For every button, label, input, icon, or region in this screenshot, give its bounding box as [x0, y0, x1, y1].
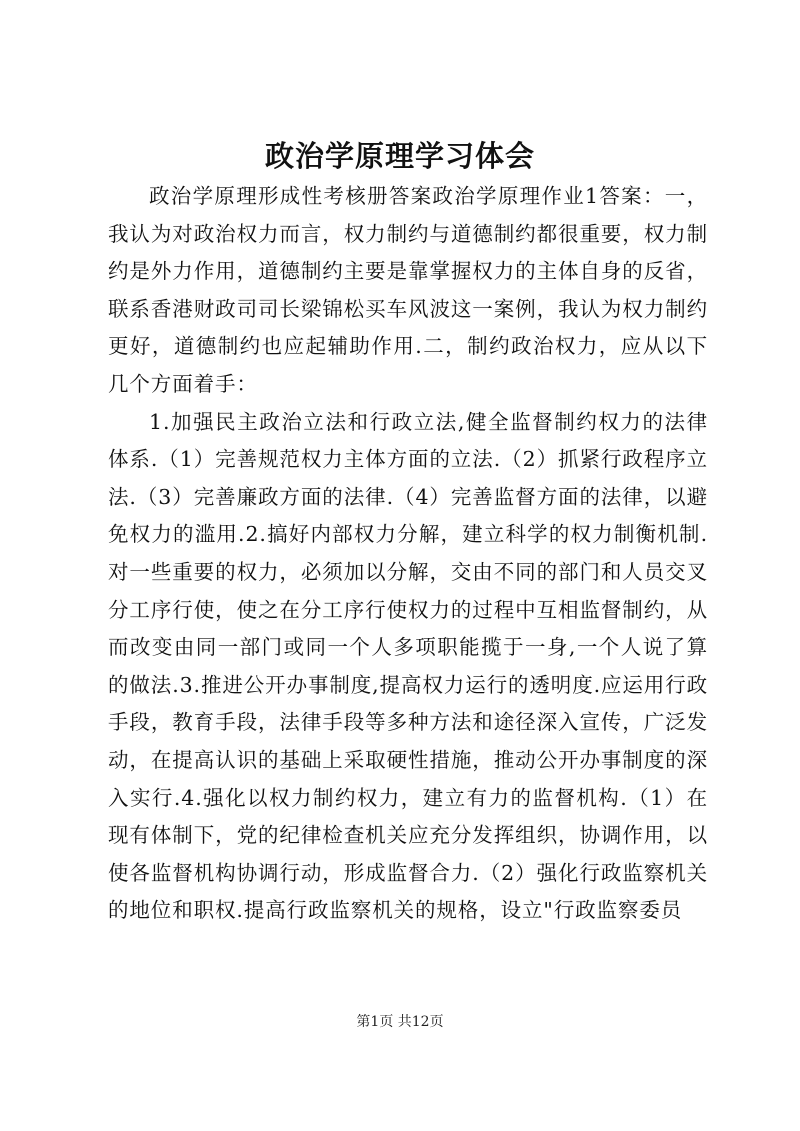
document-title: 政治学原理学习体会 [264, 139, 535, 173]
paragraph-2: 1.加强民主政治立法和行政立法,健全监督制约权力的法律体系.（1）完善规范权力主体方面的立法.（2）抓紧行政程序立法.（3）完善廉政方面的法律.（4）完善监督方面的法律，以避免权力的滥用.2.搞好内部权力分解，建立科学的权力制衡机制.对一些重要的权力，必须加以分解，交由不同的部门和人员交叉分工序行使，使之在分工序行使权力的过程中互相监督制约，从而改变由同一部门或同一个人多项职能揽于一身,一个人说了算的做法.3.推进公开办事制度,提高权力运行的透明度.应运用行政手段，教育手段，法律手段等多种方法和途径深入宣传，广泛发动，在提高认识的基础上采取硬性措施，推动公开办事制度的深入实行.4.强化以权力制约权力，建立有力的监督机构.（1）在现有体制下，党的纪律检查机关应充分发挥组织，协调作用，以使各监督机构协调行动，形成监督合力.（2）强化行政监察机关的地位和职权.提高行政监察机关的规格，设立"行政监察委员 [108, 409, 709, 923]
paragraph-1: 政治学原理形成性考核册答案政治学原理作业1答案：一，我认为对政治权力而言，权力制约与道德制约都很重要，权力制约是外力作用，道德制约主要是靠掌握权力的主体自身的反省，联系香港财政司司长梁锦松买车风波这一案例，我认为权力制约更好，道德制约也应起辅助作用.二，制约政治权力，应从以下几个方面着手： [108, 184, 708, 396]
page-footer: 第1页 共12页 [356, 1014, 444, 1030]
document-body [108, 178, 708, 930]
